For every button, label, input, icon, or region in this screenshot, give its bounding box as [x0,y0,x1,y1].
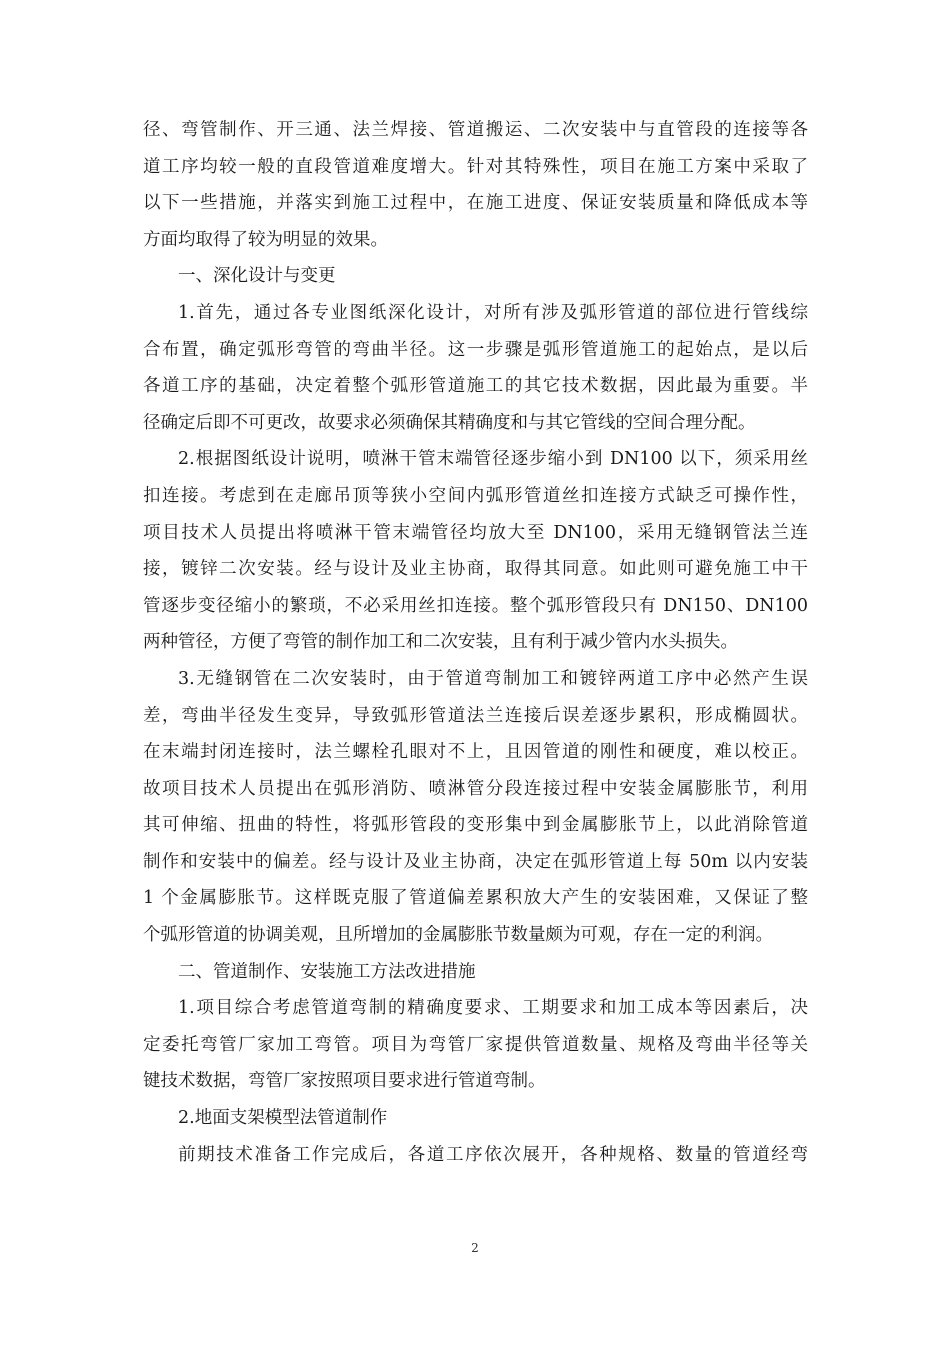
text-line: 合布置，确定弧形弯管的弯曲半径。这一步骤是弧形管道施工的起始点，是以后 [143,339,808,360]
text-line: 项目技术人员提出将喷淋干管末端管径均放大至 DN100，采用无缝钢管法兰连 [143,522,808,543]
text-line: 键技术数据，弯管厂家按照项目要求进行管道弯制。 [143,1071,546,1092]
text-line: 道工序均较一般的直段管道难度增大。针对其特殊性，项目在施工方案中采取了 [143,156,808,177]
text-line: 二、管道制作、安装施工方法改进措施 [178,961,476,982]
text-line: 个弧形管道的协调美观，且所增加的金属膨胀节数量颇为可观，存在一定的利润。 [143,925,773,946]
text-line: 径确定后即不可更改，故要求必须确保其精确度和与其它管线的空间合理分配。 [143,412,756,433]
text-line: 2.根据图纸设计说明，喷淋干管末端管径逐步缩小到 DN100 以下，须采用丝 [178,449,808,470]
text-line: 在末端封闭连接时，法兰螺栓孔眼对不上，且因管道的刚性和硬度，难以校正。 [143,742,808,763]
text-line: 前期技术准备工作完成后，各道工序依次展开，各种规格、数量的管道经弯 [178,1144,808,1165]
text-line: 其可伸缩、扭曲的特性，将弧形管段的变形集中到金属膨胀节上，以此消除管道 [143,815,808,836]
text-line: 1 个金属膨胀节。这样既克服了管道偏差累积放大产生的安装困难，又保证了整 [143,888,808,909]
page-number: 2 [471,1241,479,1255]
text-line: 1.项目综合考虑管道弯制的精确度要求、工期要求和加工成本等因素后，决 [178,998,808,1019]
text-line: 径、弯管制作、开三通、法兰焊接、管道搬运、二次安装中与直管段的连接等各 [143,120,808,140]
text-line: 1.首先，通过各专业图纸深化设计，对所有涉及弧形管道的部位进行管线综 [178,302,808,323]
text-line: 管逐步变径缩小的繁琐，不必采用丝扣连接。整个弧形管段只有 DN150、DN100 [143,595,808,616]
text-line: 以下一些措施，并落实到施工过程中，在施工进度、保证安装质量和降低成本等 [143,193,808,214]
text-line: 制作和安装中的偏差。经与设计及业主协商，决定在弧形管道上每 50m 以内安装 [143,851,808,872]
body-text [143,112,808,1173]
text-line: 差，弯曲半径发生变异，导致弧形管道法兰连接后误差逐步累积，形成椭圆状。 [143,705,808,726]
text-line: 定委托弯管厂家加工弯管。项目为弯管厂家提供管道数量、规格及弯曲半径等关 [143,1034,808,1055]
text-line: 方面均取得了较为明显的效果。 [143,229,388,250]
text-line: 2.地面支架模型法管道制作 [178,1108,388,1129]
text-line: 一、深化设计与变更 [178,266,336,287]
text-line: 两种管径，方便了弯管的制作加工和二次安装，且有利于减少管内水头损失。 [143,632,738,653]
text-line: 接，镀锌二次安装。经与设计及业主协商，取得其同意。如此则可避免施工中干 [143,559,808,580]
text-line: 故项目技术人员提出在弧形消防、喷淋管分段连接过程中安装金属膨胀节，利用 [143,778,808,799]
text-line: 扣连接。考虑到在走廊吊顶等狭小空间内弧形管道丝扣连接方式缺乏可操作性， [143,485,808,506]
text-line: 各道工序的基础，决定着整个弧形管道施工的其它技术数据，因此最为重要。半 [143,376,808,397]
text-line: 3.无缝钢管在二次安装时，由于管道弯制加工和镀锌两道工序中必然产生误 [178,668,808,689]
